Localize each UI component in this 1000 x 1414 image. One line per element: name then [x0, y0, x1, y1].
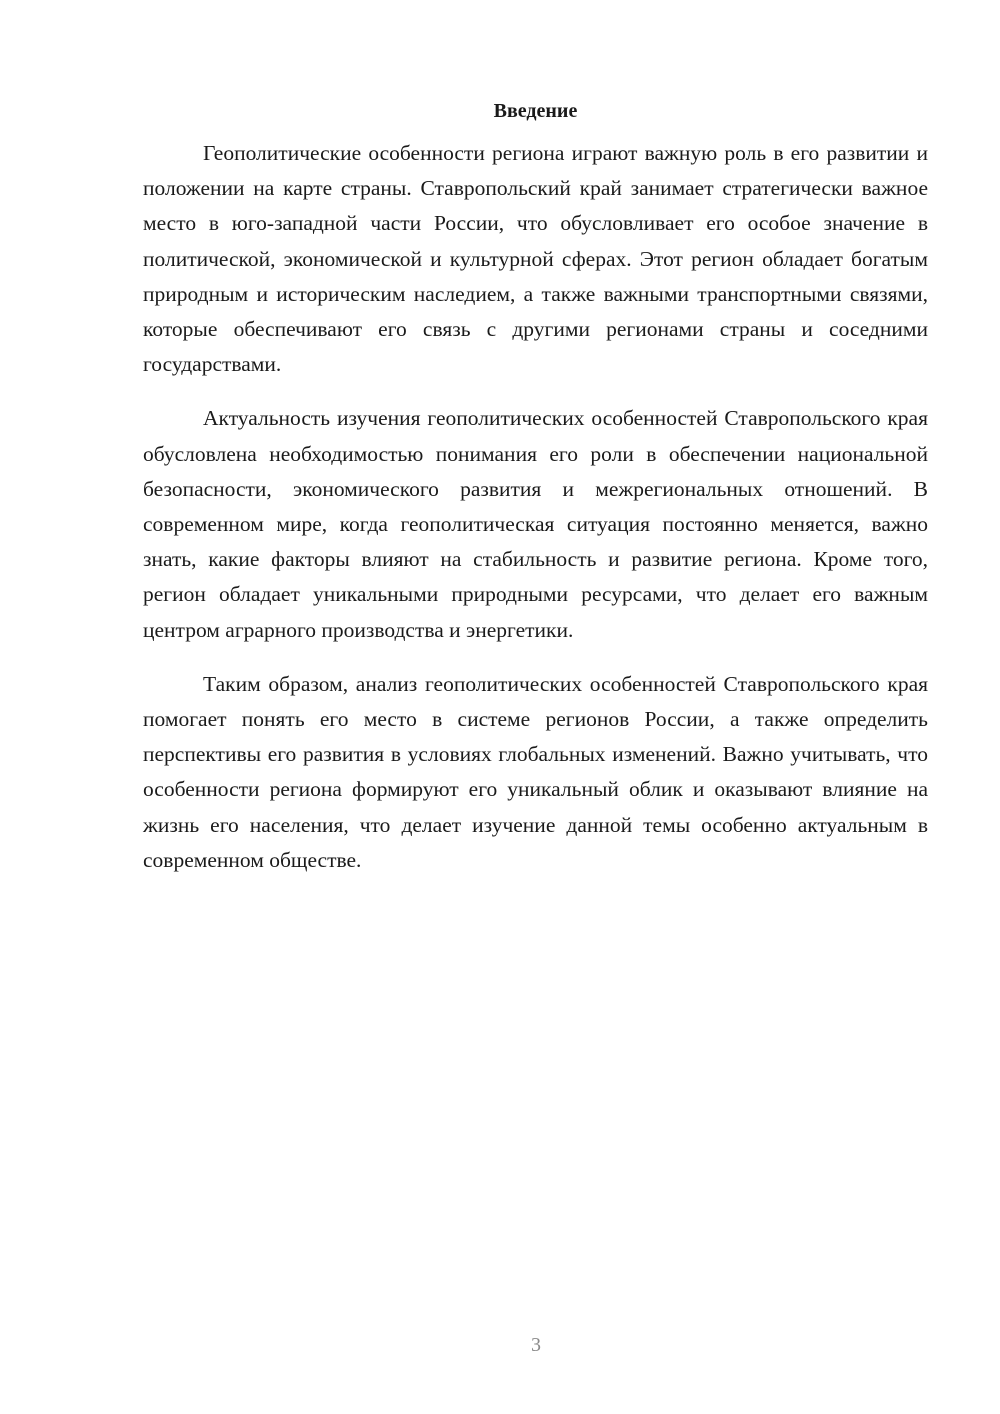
document-body: [143, 96, 928, 878]
paragraph-3: Таким образом, анализ геополитических особенностей Ставропольского края помогает понять его место в системе регионов России, а также определить перспективы его развития в условиях глобальных изменений. Важно учитывать, что особенности региона формируют его уникальный облик и оказывают влияние на жизнь его населения, что делает изучение данной темы особенно актуальным в современном обществе.: [143, 671, 928, 872]
paragraph-2: Актуальность изучения геополитических особенностей Ставропольского края обусловлена необходимостью понимания его роли в обеспечении национальной безопасности, экономического развития и межрегиональных отношений. В современном мире, когда геополитическая ситуация постоянно меняется, важно знать, какие факторы влияют на стабильность и развитие региона. Кроме того, регион обладает уникальными природными ресурсами, что делает его важным центром аграрного производства и энергетики.: [143, 406, 928, 642]
section-title: Введение: [493, 100, 578, 122]
paragraph-1: Геополитические особенности региона играют важную роль в его развитии и положении на карте страны. Ставропольский край занимает стратегически важное место в юго-западной части России, что обусловливает его особое значение в политической, экономической и культурной сферах. Этот регион обладает богатым природным и историческим наследием, а также важными транспортными связями, которые обеспечивают его связь с другими регионами страны и соседними государствами.: [143, 141, 928, 377]
page-number: 3: [531, 1334, 541, 1356]
